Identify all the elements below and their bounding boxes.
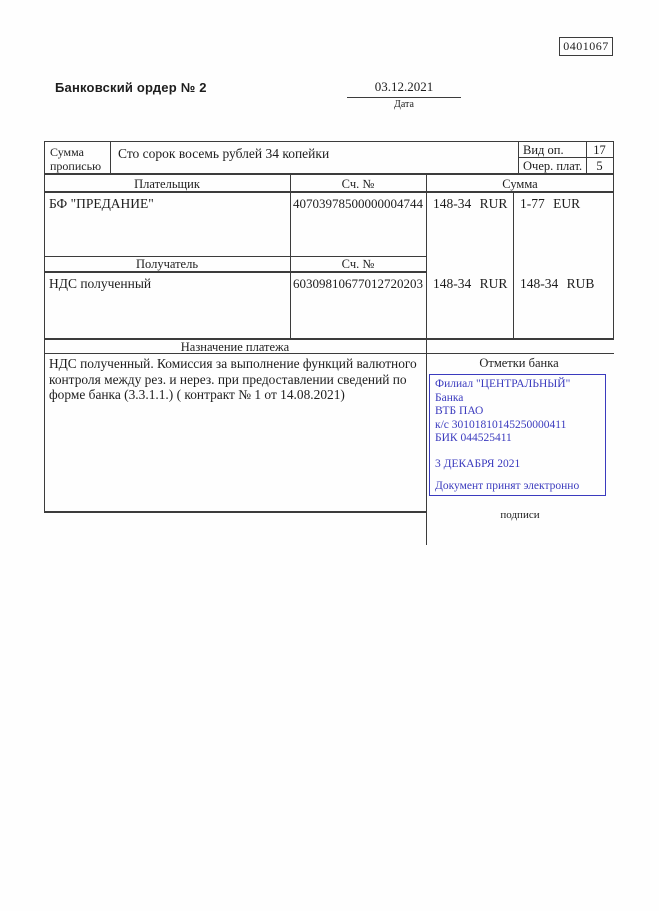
date-label: Дата: [394, 99, 414, 110]
date-block: [347, 79, 461, 110]
payer-amount-eur: 1-77 EUR: [520, 196, 581, 211]
purpose-text: НДС полученный. Комиссия за выполнение функций валютного контроля между рез. и нерез. при предоставлении сведений по форме банка (3.3.1.1.) ( контракт № 1 от 14.08.2021): [49, 356, 417, 402]
stamp-accepted-note: Документ принят электронно: [435, 479, 580, 492]
form-code-box: 0401067: [559, 37, 613, 56]
table-rule-left-border: [44, 141, 45, 513]
sum-in-words-label: Сумма прописью: [50, 145, 102, 173]
payer-account-number: 40703978500000004744: [293, 196, 423, 211]
payer-header: Плательщик: [134, 177, 200, 191]
table-rule-sum-split: [513, 191, 514, 338]
page-title: Банковский ордер № 2: [55, 80, 207, 95]
payment-priority-value: 5: [596, 159, 603, 173]
recipient-account-header: Сч. №: [341, 257, 375, 271]
bank-stamp: [429, 374, 606, 496]
table-rule-sumlabel: [110, 141, 111, 173]
recipient-name: НДС полученный: [49, 276, 152, 291]
stamp-branch-line: Филиал "ЦЕНТРАЛЬНЫЙ" Банка: [435, 378, 571, 404]
table-rule-top: [44, 141, 614, 142]
payer-name: БФ "ПРЕДАНИЕ": [49, 196, 154, 211]
recipient-account-number: 60309810677012720203: [293, 276, 423, 291]
stamp-date: 3 ДЕКАБРЯ 2021: [435, 457, 521, 470]
date-value: 03.12.2021: [347, 79, 461, 98]
sum-in-words-value: Сто сорок восемь рублей 34 копейки: [118, 146, 330, 161]
stamp-bank-name: ВТБ ПАО: [435, 405, 484, 417]
bank-marks-header: Отметки банка: [479, 356, 559, 370]
payment-priority-label: Очер. плат.: [523, 159, 583, 173]
recipient-amount-rub: 148-34 RUB: [520, 276, 595, 291]
order-table: [44, 141, 614, 553]
purpose-header: Назначение платежа: [180, 340, 290, 354]
table-rule-right-border: [613, 141, 614, 338]
table-rule-bottom: [44, 511, 427, 513]
table-rule-op-left: [518, 141, 519, 173]
payer-amount-rur: 148-34 RUR: [433, 196, 508, 211]
stamp-corr-account: к/с 30101810145250000411: [435, 418, 567, 431]
payer-account-header: Сч. №: [341, 177, 375, 191]
op-type-label: Вид оп.: [523, 143, 564, 157]
signatures-label: подписи: [500, 509, 540, 521]
table-rule-name-account: [290, 173, 291, 338]
recipient-header: Получатель: [135, 257, 199, 271]
stamp-bik: БИК 044525411: [435, 432, 512, 444]
recipient-amount-rur: 148-34 RUR: [433, 276, 508, 291]
op-type-value: 17: [593, 143, 606, 157]
sum-header: Сумма: [502, 177, 538, 191]
